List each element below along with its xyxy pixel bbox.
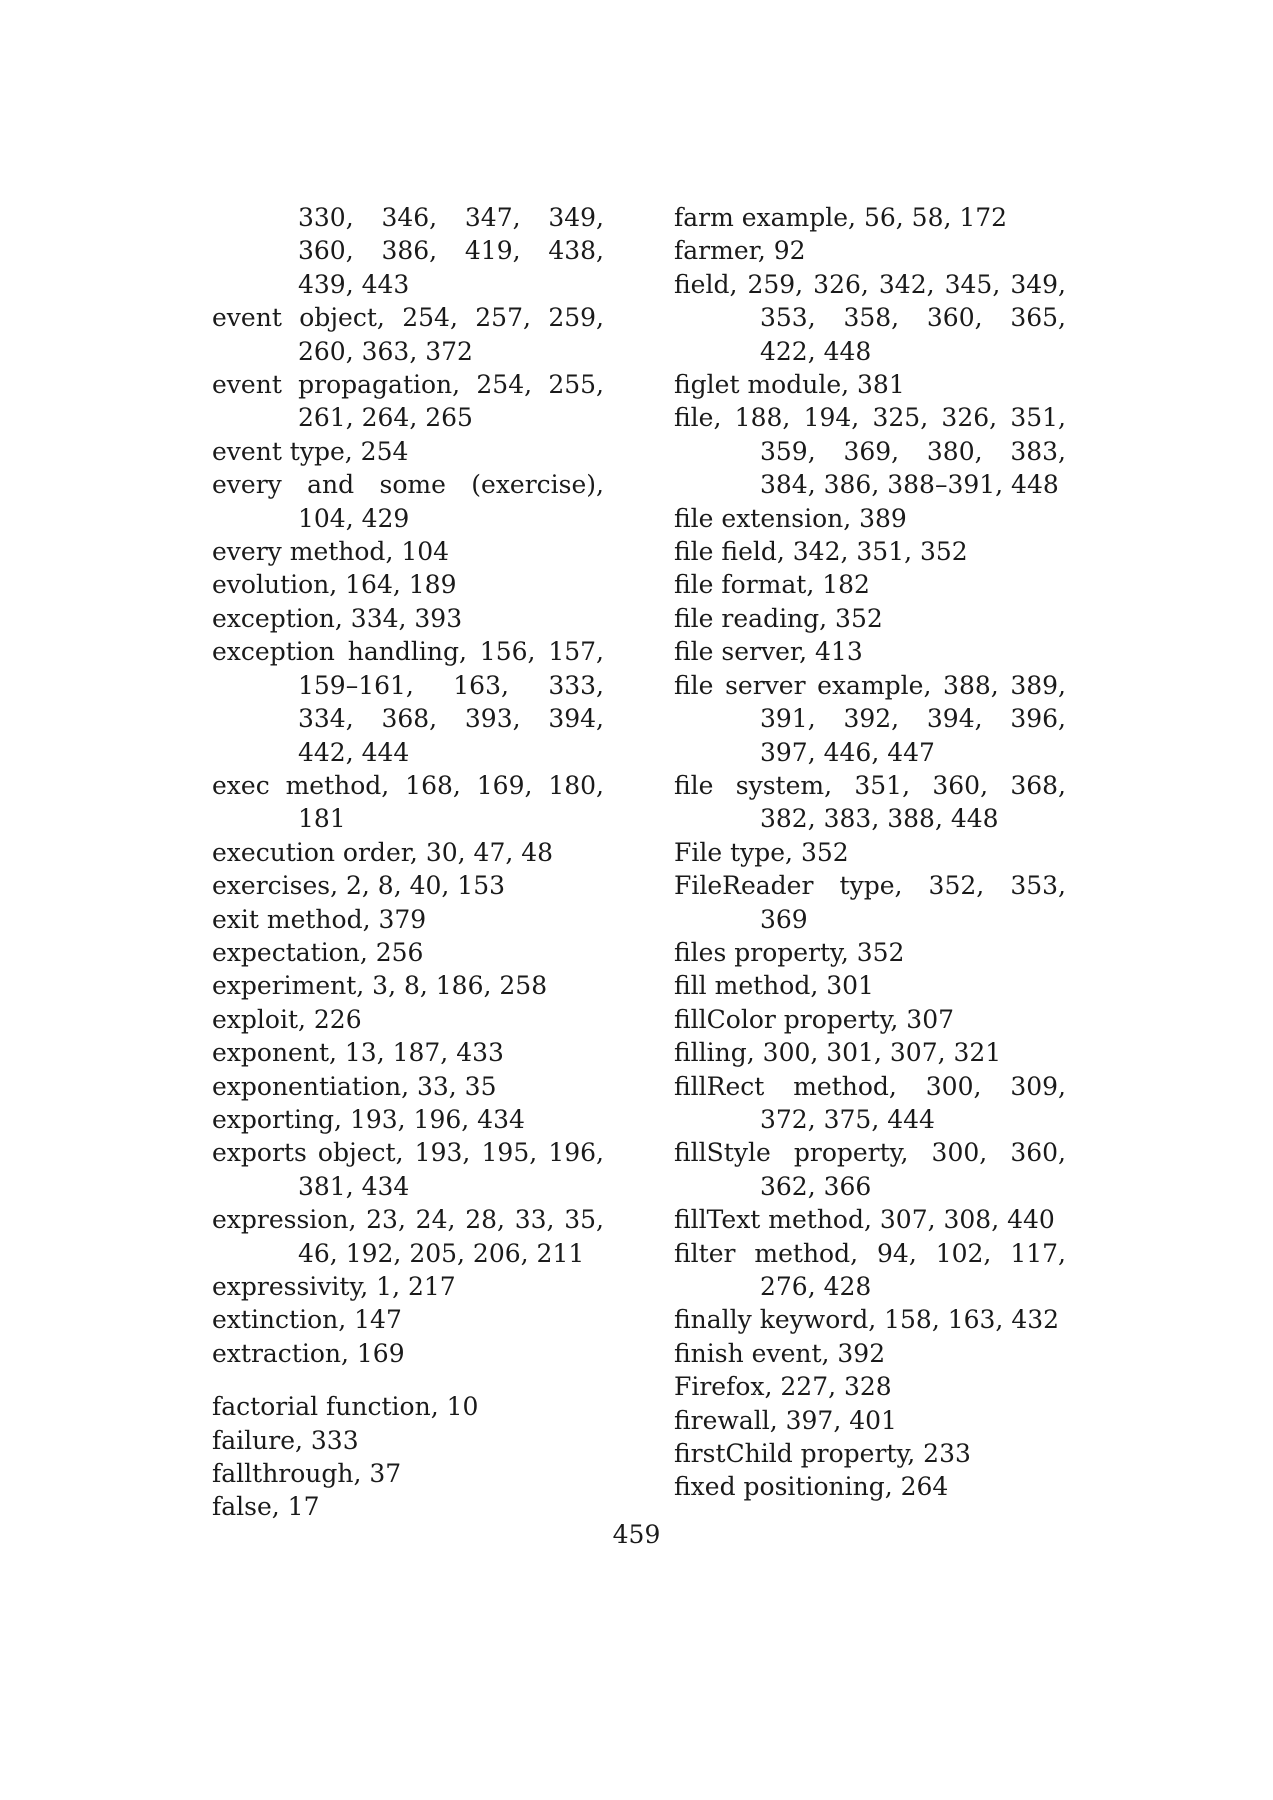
index-entry: filling, 300, 301, 307, 321 <box>674 1038 1002 1068</box>
index-entry: fillColor property, 307 <box>674 1004 955 1034</box>
index-entry: finally keyword, 158, 163, 432 <box>674 1305 1060 1335</box>
index-entry: fixed positioning, 264 <box>674 1472 949 1502</box>
index-entry: exports object, 193, 195, 196, 381, 434 <box>212 1138 604 1201</box>
index-entry: file server, 413 <box>674 637 863 667</box>
index-entry: every method, 104 <box>212 537 450 567</box>
index-entry: file system, 351, 360, 368, 382, 383, 388, 448 <box>674 770 1066 834</box>
index-entry: factorial function, 10 <box>212 1392 479 1422</box>
index-entry: evolution, 164, 189 <box>212 570 457 600</box>
index-entry: FileReader type, 352, 353, 369 <box>674 871 1066 934</box>
index-entry: event object, 254, 257, 259, 260, 363, 372 <box>212 303 604 366</box>
index-entry-continuation: 330, 346, 347, 349, 360, 386, 419, 438, 439, 443 <box>298 203 604 299</box>
index-entry: farmer, 92 <box>674 236 806 266</box>
index-entry: exception handling, 156, 157, 159–161, 163, 333, 334, 368, 393, 394, 442, 444 <box>212 637 604 767</box>
index-entry: exec method, 168, 169, 180, 181 <box>212 770 604 834</box>
index-entry: every and some (exercise), 104, 429 <box>212 470 604 533</box>
index-column-right <box>674 201 1066 1504</box>
index-entry: expression, 23, 24, 28, 33, 35, 46, 192, 205, 206, 211 <box>212 1205 604 1268</box>
index-entry: fillText method, 307, 308, 440 <box>674 1205 1055 1235</box>
index-entry: experiment, 3, 8, 186, 258 <box>212 971 548 1001</box>
index-entry: fillStyle property, 300, 360, 362, 366 <box>674 1138 1066 1201</box>
index-entry: extinction, 147 <box>212 1305 402 1335</box>
index-entry: file format, 182 <box>674 570 870 600</box>
index-entry: file field, 342, 351, 352 <box>674 537 968 567</box>
index-entry: file, 188, 194, 325, 326, 351, 359, 369, 380, 383, 384, 386, 388–391, 448 <box>674 403 1066 500</box>
index-entry: File type, 352 <box>674 837 849 867</box>
index-entry: exception, 334, 393 <box>212 603 463 633</box>
index-entries-f <box>212 1390 604 1524</box>
index-entry: exponentiation, 33, 35 <box>212 1071 497 1101</box>
index-entry: exploit, 226 <box>212 1004 362 1034</box>
index-entry: extraction, 169 <box>212 1338 405 1368</box>
index-entry: event type, 254 <box>212 436 409 466</box>
index-entry: firewall, 397, 401 <box>674 1405 897 1435</box>
letter-group-gap <box>212 1370 604 1390</box>
index-entry: field, 259, 326, 342, 345, 349, 353, 358, 360, 365, 422, 448 <box>674 269 1066 366</box>
index-entries-e <box>212 301 604 1370</box>
index-entry: exporting, 193, 196, 434 <box>212 1104 525 1134</box>
index-entry: file extension, 389 <box>674 503 907 533</box>
index-entry: firstChild property, 233 <box>674 1439 971 1469</box>
index-entry: file reading, 352 <box>674 603 883 633</box>
index-entry: event propagation, 254, 255, 261, 264, 265 <box>212 370 604 433</box>
index-entry: exercises, 2, 8, 40, 153 <box>212 871 506 901</box>
index-entry: expectation, 256 <box>212 937 424 967</box>
index-entry: exit method, 379 <box>212 904 427 934</box>
index-entry: failure, 333 <box>212 1425 359 1455</box>
index-entry: fillRect method, 300, 309, 372, 375, 444 <box>674 1071 1066 1134</box>
index-entry: expressivity, 1, 217 <box>212 1272 456 1301</box>
index-entry: false, 17 <box>212 1492 320 1522</box>
index-entry: exponent, 13, 187, 433 <box>212 1038 504 1068</box>
index-entry: finish event, 392 <box>674 1338 886 1368</box>
index-entry: file server example, 388, 389, 391, 392, 394, 396, 397, 446, 447 <box>674 670 1066 767</box>
index-entry: farm example, 56, 58, 172 <box>674 203 1008 232</box>
index-entry: figlet module, 381 <box>674 370 905 400</box>
index-entry: fallthrough, 37 <box>212 1459 402 1489</box>
index-entries-f-continued <box>674 201 1066 1504</box>
page-number: 459 <box>612 1520 661 1549</box>
index-entry: filter method, 94, 102, 117, 276, 428 <box>674 1238 1066 1301</box>
index-entry: execution order, 30, 47, 48 <box>212 837 554 867</box>
index-entry: files property, 352 <box>674 937 905 967</box>
index-entry: Firefox, 227, 328 <box>674 1372 892 1402</box>
index-entry: fill method, 301 <box>674 971 874 1001</box>
index-column-left <box>212 201 604 1524</box>
